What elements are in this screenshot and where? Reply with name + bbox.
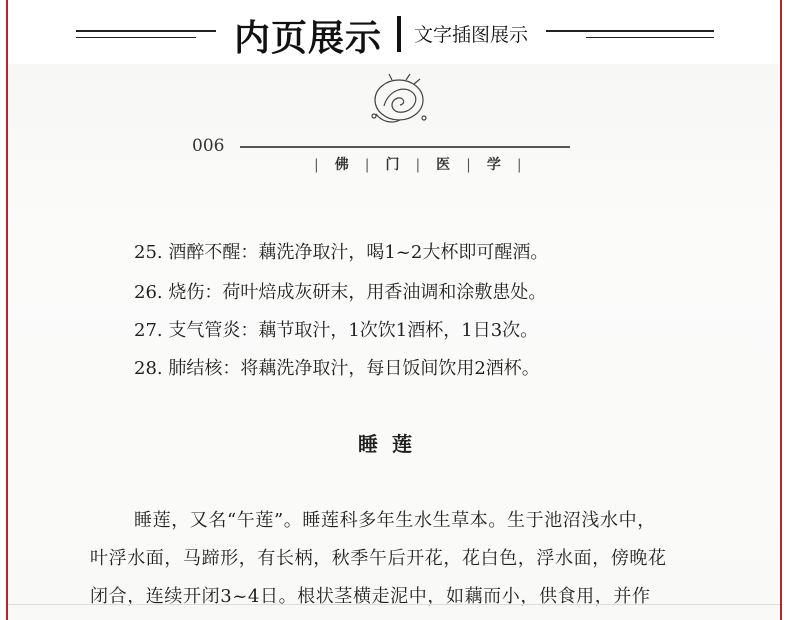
banner-rule-right-top — [546, 30, 714, 32]
paragraph-line: 闭合，连续开闭3~4日。根状茎横走泥中，如藕而小，供食用，并作 — [90, 586, 651, 607]
remedy-item: 27. 支气管炎：藕节取汁，1次饮1酒杯，1日3次。 — [134, 320, 539, 341]
page-number: 006 — [192, 136, 225, 156]
running-head-char: 门 — [385, 157, 400, 173]
paragraph-line: 睡莲，又名“午莲”。睡莲科多年生水生草本。生于池沼浅水中， — [134, 510, 656, 531]
running-head: | 佛 | 门 | 医 | 学 | — [312, 154, 524, 174]
running-head-rule — [240, 146, 570, 148]
running-head-char: 佛 — [334, 157, 349, 173]
banner-rule-right-bottom — [586, 37, 714, 38]
running-head-char: 医 — [436, 157, 451, 173]
page-bottom-rule — [8, 604, 780, 605]
remedy-item: 25. 酒醉不醒：藕洗净取汁，喝1~2大杯即可醒酒。 — [134, 242, 549, 263]
banner-separator — [397, 16, 401, 52]
banner-rule-left-bottom — [76, 37, 196, 38]
remedy-item: 28. 肺结核：将藕洗净取汁，每日饭间饮用2酒杯。 — [134, 358, 540, 379]
running-head-char: 学 — [486, 157, 501, 173]
banner-subtitle: 文字插图展示 — [414, 24, 529, 46]
banner-rule-left-top — [76, 30, 216, 32]
banner-header — [0, 0, 790, 64]
section-title: 睡莲 — [358, 432, 426, 456]
conch-ornament-icon — [362, 70, 436, 132]
banner-title: 内页展示 — [234, 18, 383, 59]
paragraph-line: 叶浮水面，马蹄形，有长柄，秋季午后开花，花白色，浮水面，傍晚花 — [90, 548, 667, 569]
remedy-item: 26. 烧伤：荷叶焙成灰研末，用香油调和涂敷患处。 — [134, 282, 547, 303]
